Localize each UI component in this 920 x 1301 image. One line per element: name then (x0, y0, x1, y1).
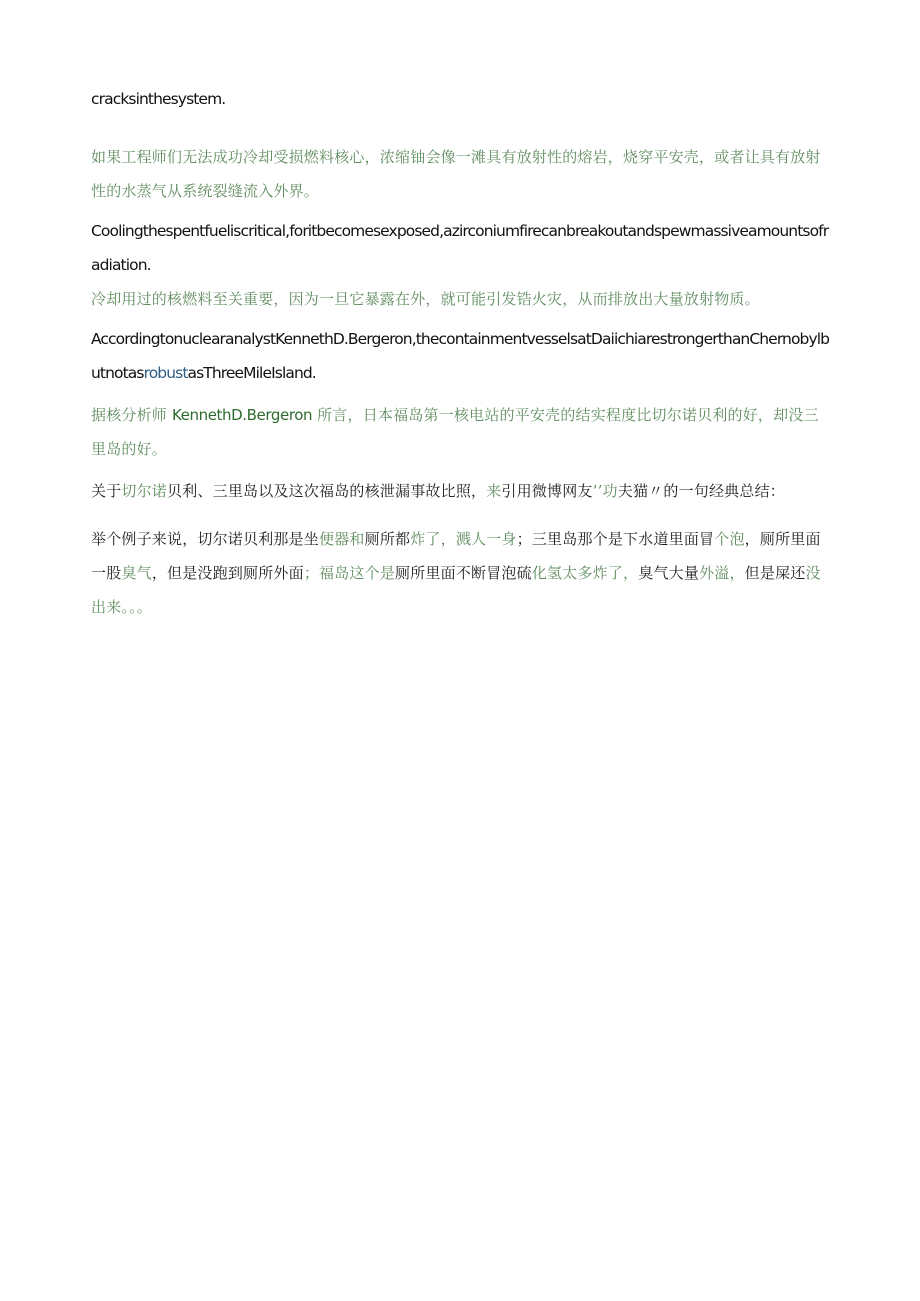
p7-s7: 夫猫〃的一句经典总结： (617, 482, 785, 500)
paragraph-en-3-text-a: AccordingtonuclearanalystKennethD.Bergeron,thecontainmentvesselsatDaiichiarestrongerthanChernobylbutnotas (91, 330, 830, 382)
p8-s4: 炸了，溅人一身 (410, 530, 517, 548)
p8-s12: 化氢太多炸了， (531, 564, 639, 582)
p8-s7: ，厕所里面一股 (91, 530, 821, 582)
p8-s14: 外溢， (699, 564, 745, 582)
analyst-name: KennethD.Bergeron (171, 406, 313, 424)
p8-s16: 没出来。。。 (91, 564, 821, 616)
p8-s9: ，但是没跑到厕所外面 (151, 564, 304, 582)
paragraph-zh-1: 如果工程师们无法成功冷却受损燃料核心，浓缩铀会像一滩具有放射性的熔岩，烧穿平安壳，或者让具有放射性的水蒸气从系统裂缝流入外界。 (91, 148, 821, 200)
paragraph-zh-5 (91, 522, 831, 624)
p7-s2: 切尔诺 (121, 482, 168, 500)
p8-s10: ；福岛这个是 (303, 564, 396, 582)
p7-s3: 贝利、三里岛以及这次福岛的核泄漏事故比照， (167, 482, 487, 500)
paragraph-en-1: cracksinthesystem. (91, 90, 226, 108)
paragraph-zh-3-text-a: 据核分析师 (91, 406, 168, 424)
p8-s2: 便器和 (319, 530, 365, 548)
p7-s5: 引用微博网友 (501, 482, 593, 500)
highlighted-word-robust: robust (143, 364, 188, 382)
p7-s4: 来 (486, 482, 502, 500)
p8-s11: 厕所里面不断冒泡硫 (395, 564, 532, 582)
p7-s1: 关于 (91, 482, 122, 500)
p8-s3: 厕所都 (364, 530, 411, 548)
p7-s6: ’’功 (592, 482, 618, 500)
document-page (91, 82, 831, 624)
p8-s8: 臭气 (121, 564, 152, 582)
paragraph-zh-3-text-b: 所言，日本福岛第一核电站的平安壳的结实程度比切尔诺贝利的好，却没三里岛的好。 (91, 406, 819, 458)
paragraph-zh-3 (91, 398, 831, 466)
p8-s6: 个泡 (714, 530, 745, 548)
paragraph-en-2: Coolingthespentfueliscritical,foritbecomesexposed,azirconiumfirecanbreakoutandspewmassiveamountsofradiation. (91, 222, 829, 274)
p8-s5: ；三里岛那个是下水道里面冒 (516, 530, 715, 548)
paragraph-zh-4 (91, 474, 831, 508)
paragraph-zh-2: 冷却用过的核燃料至关重要，因为一旦它暴露在外，就可能引发锆火灾，从而排放出大量放射物质。 (91, 290, 760, 308)
paragraph-en-3 (91, 322, 831, 390)
p8-s1: 举个例子来说，切尔诺贝利那是坐 (91, 530, 320, 548)
paragraph-en-3-text-b: asThreeMileIsland. (187, 364, 316, 382)
p8-s13: 臭气大量 (638, 564, 700, 582)
p8-s15: 但是屎还 (744, 564, 806, 582)
